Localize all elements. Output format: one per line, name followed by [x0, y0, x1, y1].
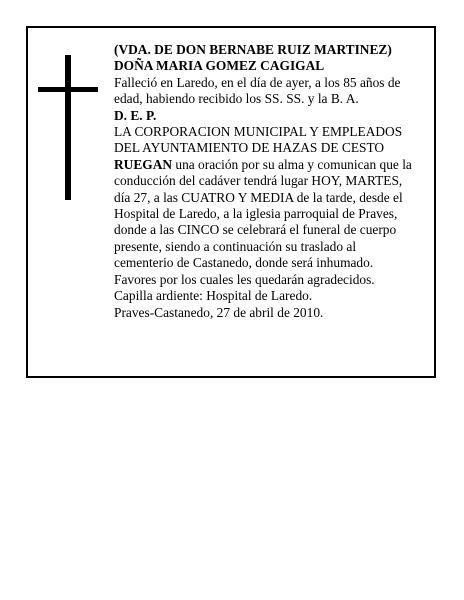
cross-icon: [38, 55, 98, 200]
ruegan-line: [114, 157, 432, 173]
funeral-line-6: cementerio de Castanedo, donde será inhumado.: [114, 255, 374, 271]
funeral-line-5: presente, siendo a continuación su traslado al: [114, 238, 357, 254]
cross-vertical-bar: [65, 55, 71, 200]
funeral-line-3: Hospital de Laredo, a la iglesia parroquial de Praves,: [114, 206, 398, 222]
deceased-name: DOÑA MARIA GOMEZ CAGIGAL: [114, 58, 325, 74]
funeral-line-1: conducción del cadáver tendrá lugar HOY, MARTES,: [114, 173, 403, 189]
ruegan-word: RUEGAN: [114, 156, 173, 172]
ruegan-rest: una oración por su alma y comunican que la: [172, 156, 412, 172]
corporation-line-2: DEL AYUNTAMIENTO DE HAZAS DE CESTO: [114, 140, 385, 156]
cross-horizontal-bar: [38, 87, 98, 92]
widow-line: (VDA. DE DON BERNABE RUIZ MARTINEZ): [114, 42, 392, 57]
obituary-notice: [26, 26, 436, 378]
thanks-line: Favores por los cuales les quedarán agradecidos.: [114, 271, 375, 287]
funeral-line-2: día 27, a las CUATRO Y MEDIA de la tarde, desde el: [114, 189, 403, 205]
place-date-line: Praves-Castanedo, 27 de abril de 2010.: [114, 304, 324, 320]
death-line-1: Falleció en Laredo, en el día de ayer, a los 85 años de: [114, 74, 401, 90]
corporation-line-1: LA CORPORACION MUNICIPAL Y EMPLEADOS: [114, 124, 403, 140]
death-line-2: edad, habiendo recibido los SS. SS. y la B. A.: [114, 91, 359, 107]
dep-line: D. E. P.: [114, 107, 157, 123]
notice-text: [114, 42, 432, 321]
chapel-line: Capilla ardiente: Hospital de Laredo.: [114, 288, 313, 304]
funeral-line-4: donde a las CINCO se celebrará el funeral de cuerpo: [114, 222, 397, 238]
